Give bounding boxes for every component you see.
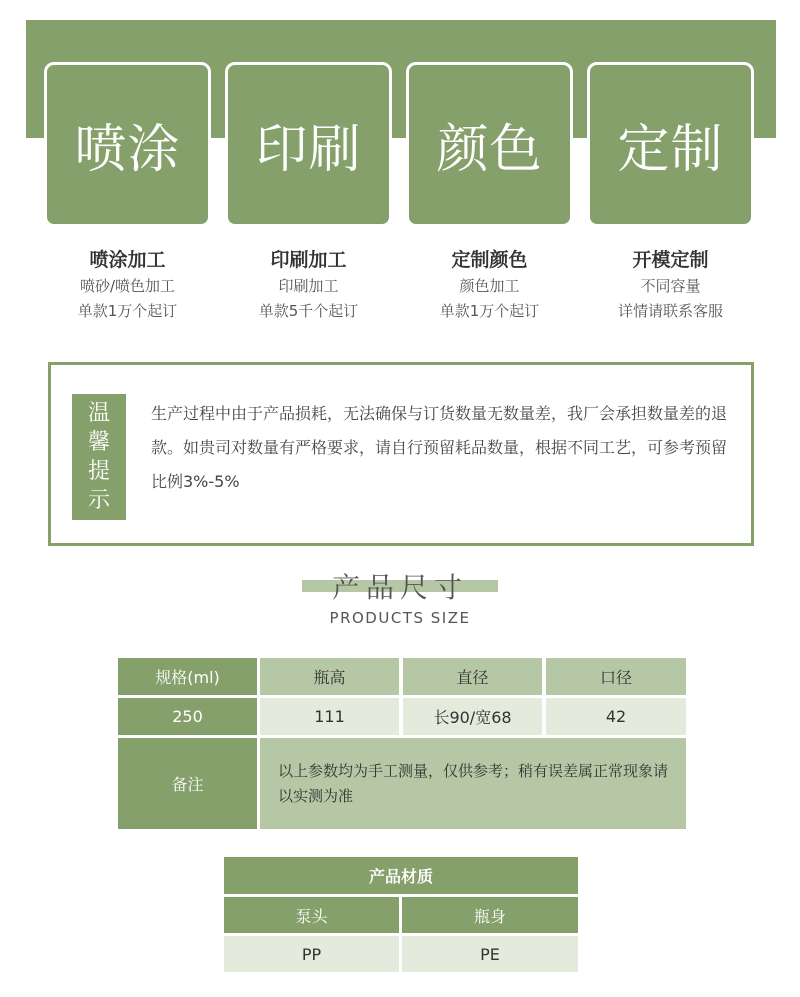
service-caption [44, 246, 211, 324]
service-caption-title: 定制颜色 [451, 249, 528, 271]
service-card-print [225, 62, 392, 227]
material-value-cell: PP [224, 936, 399, 972]
size-title-cn: 产品尺寸 [331, 571, 468, 604]
service-caption-title: 开模定制 [632, 249, 709, 271]
service-caption-title: 喷涂加工 [89, 249, 166, 271]
size-header-cell: 瓶高 [260, 658, 399, 695]
size-header-cell: 直径 [403, 658, 542, 695]
service-card-label: 喷涂 [74, 120, 181, 180]
remark-text: 以上参数均为手工测量，仅供参考；稍有误差属正常现象请以实测为准 [260, 738, 686, 829]
service-caption-line: 不同容量 [640, 277, 701, 295]
service-cards [44, 62, 756, 227]
size-value-cell: 111 [260, 698, 399, 735]
notice-label [72, 394, 126, 520]
size-table [118, 658, 686, 829]
size-value-cell: 42 [546, 698, 686, 735]
material-title: 产品材质 [224, 857, 578, 894]
remark-label: 备注 [118, 738, 257, 829]
service-card-color [406, 62, 573, 227]
size-title-en: PRODUCTS SIZE [329, 609, 471, 627]
service-caption [225, 246, 392, 324]
material-header-cell: 瓶身 [402, 897, 578, 933]
service-card-spray [44, 62, 211, 227]
size-value-cell: 250 [118, 698, 257, 735]
service-card-label: 颜色 [436, 120, 543, 180]
service-caption-title: 印刷加工 [270, 249, 347, 271]
size-value-cell: 长90/宽68 [403, 698, 542, 735]
notice-text: 生产过程中由于产品损耗，无法确保与订货数量无数量差，我厂会承担数量差的退款。如贵司对数量有严格要求，请自行预留耗品数量，根据不同工艺，可参考预留比例3%-5% [151, 404, 728, 491]
material-header-cell: 泵头 [224, 897, 399, 933]
notice-label-char: 示 [87, 488, 110, 513]
size-header-cell: 口径 [546, 658, 686, 695]
service-caption-line: 印刷加工 [278, 277, 339, 295]
size-section-heading [0, 566, 800, 636]
material-value-cell: PE [402, 936, 578, 972]
material-table [224, 857, 578, 972]
service-caption [406, 246, 573, 324]
service-captions [44, 246, 756, 336]
notice-box [48, 362, 754, 546]
notice-label-char: 提 [87, 459, 110, 484]
service-caption-line: 单款5千个起订 [258, 302, 359, 320]
service-card-label: 定制 [617, 120, 724, 180]
service-caption-line: 喷砂/喷色加工 [79, 277, 176, 295]
service-card-custom [587, 62, 754, 227]
service-caption-line: 颜色加工 [459, 277, 520, 295]
service-caption-line: 单款1万个起订 [77, 302, 178, 320]
service-card-label: 印刷 [255, 120, 362, 180]
service-caption [587, 246, 754, 324]
service-caption-line: 单款1万个起订 [439, 302, 540, 320]
size-header-cell: 规格(ml) [118, 658, 257, 695]
notice-label-char: 温 [87, 401, 110, 426]
service-caption-line: 详情请联系客服 [617, 302, 723, 320]
notice-label-char: 馨 [87, 430, 110, 455]
